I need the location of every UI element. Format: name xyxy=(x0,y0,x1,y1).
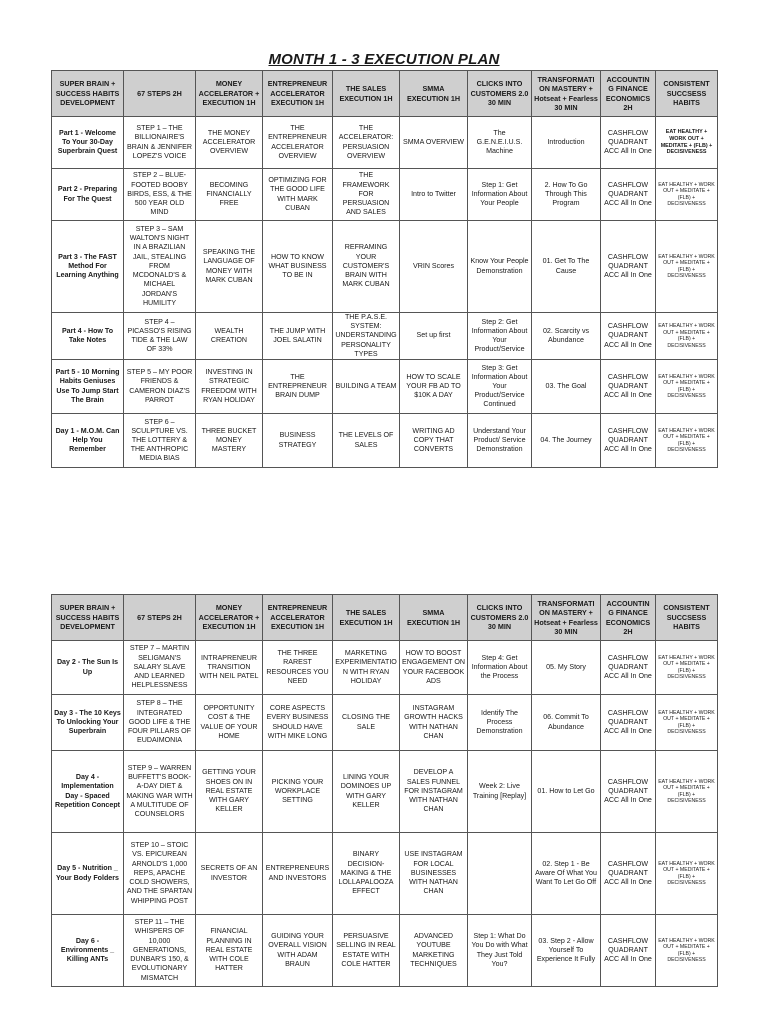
table-row xyxy=(52,221,718,313)
table-cell: 01. How to Let Go xyxy=(532,751,601,833)
header-cell: TRANSFORMATI ON MASTERY + Hotseat + Fearless 30 MIN xyxy=(532,71,601,117)
table-cell: STEP 9 – WARREN BUFFETT'S BOOK-A-DAY DIET & MAKING WAR WITH A MULTITUDE OF COUNSELORS xyxy=(124,751,196,833)
table-cell: FINANCIAL PLANNING IN REAL ESTATE WITH COLE HATTER xyxy=(196,915,263,987)
table-cell: CASHFLOW QUADRANT ACC All In One xyxy=(601,695,656,751)
header-cell: MONEY ACCELERATOR + EXECUTION 1H xyxy=(196,71,263,117)
table-cell: VRIN Scores xyxy=(400,221,468,313)
table-cell: BUILDING A TEAM xyxy=(333,360,400,414)
header-cell: 67 STEPS 2H xyxy=(124,595,196,641)
table-cell: BINARY DECISION-MAKING & THE LOLLAPALOOZA EFFECT xyxy=(333,833,400,915)
table-cell: Understand Your Product/ Service Demonstration xyxy=(468,414,532,468)
table-cell: CASHFLOW QUADRANT ACC All In One xyxy=(601,313,656,360)
habits-cell: EAT HEALTHY + WORK OUT + MEDITATE + (FLB) + DECISIVENESS xyxy=(656,751,718,833)
table-cell: INVESTING IN STRATEGIC FREEDOM WITH RYAN HOLIDAY xyxy=(196,360,263,414)
table-cell: CASHFLOW QUADRANT ACC All In One xyxy=(601,169,656,221)
table-cell: CASHFLOW QUADRANT ACC All In One xyxy=(601,751,656,833)
page-title: MONTH 1 - 3 EXECUTION PLAN xyxy=(268,51,500,68)
table-cell: OPPORTUNITY COST & THE VALUE OF YOUR HOME xyxy=(196,695,263,751)
table-cell: WEALTH CREATION xyxy=(196,313,263,360)
table-cell: THE LEVELS OF SALES xyxy=(333,414,400,468)
header-cell: THE SALES EXECUTION 1H xyxy=(333,71,400,117)
header-cell: CONSISTENT SUCCSESS HABITS xyxy=(656,71,718,117)
table-cell: SMMA OVERVIEW xyxy=(400,117,468,169)
table-cell: CASHFLOW QUADRANT ACC All In One xyxy=(601,641,656,695)
header-cell: MONEY ACCELERATOR + EXECUTION 1H xyxy=(196,595,263,641)
header-row xyxy=(52,71,718,117)
table-row xyxy=(52,169,718,221)
table-cell: BECOMING FINANCIALLY FREE xyxy=(196,169,263,221)
habits-cell: EAT HEALTHY + WORK OUT + MEDITATE + (FLB) + DECISIVENESS xyxy=(656,695,718,751)
habits-cell: EAT HEALTHY + WORK OUT + MEDITATE + (FLB) + DECISIVENESS xyxy=(656,221,718,313)
habits-cell: EAT HEALTHY + WORK OUT + MEDITATE + (FLB) + DECISIVENESS xyxy=(656,169,718,221)
table-cell: DEVELOP A SALES FUNNEL FOR INSTAGRAM WITH NATHAN CHAN xyxy=(400,751,468,833)
table-cell: THE MONEY ACCELERATOR OVERVIEW xyxy=(196,117,263,169)
execution-plan-table-1 xyxy=(51,70,718,468)
table-cell: ENTREPRENEURS AND INVESTORS xyxy=(263,833,333,915)
table-row xyxy=(52,313,718,360)
table-row xyxy=(52,695,718,751)
table-cell: STEP 7 – MARTIN SELIGMAN'S SALARY SLAVE AND LEARNED HELPLESSNESS xyxy=(124,641,196,695)
table-cell: 04. The Journey xyxy=(532,414,601,468)
table-cell: THREE BUCKET MONEY MASTERY xyxy=(196,414,263,468)
table-cell: CASHFLOW QUADRANT ACC All In One xyxy=(601,221,656,313)
table-cell: 03. The Goal xyxy=(532,360,601,414)
header-cell: TRANSFORMATI ON MASTERY + Hotseat + Fearless 30 MIN xyxy=(532,595,601,641)
row-label: Part 5 - 10 Morning Habits Geniuses Use To Jump Start The Brain xyxy=(52,360,124,414)
table-cell: CASHFLOW QUADRANT ACC All In One xyxy=(601,360,656,414)
table-row xyxy=(52,915,718,987)
table-cell: 02. Step 1 - Be Aware Of What You Want To Let Go Off xyxy=(532,833,601,915)
table-cell: Step 3: Get Information About Your Product/Service Continued xyxy=(468,360,532,414)
header-cell: ENTREPRENEUR ACCELERATOR EXECUTION 1H xyxy=(263,595,333,641)
table-cell: 2. How To Go Through This Program xyxy=(532,169,601,221)
table-cell: THE THREE RAREST RESOURCES YOU NEED xyxy=(263,641,333,695)
habits-cell: EAT HEALTHY + WORK OUT + MEDITATE + (FLB) + DECISIVENESS xyxy=(656,915,718,987)
header-cell: CLICKS INTO CUSTOMERS 2.0 30 MIN xyxy=(468,71,532,117)
table-cell: SPEAKING THE LANGUAGE OF MONEY WITH MARK CUBAN xyxy=(196,221,263,313)
table-cell: CASHFLOW QUADRANT ACC All In One xyxy=(601,414,656,468)
table-cell: Step 1: What Do You Do with What They Just Told You? xyxy=(468,915,532,987)
habits-cell: EAT HEALTHY + WORK OUT + MEDITATE + (FLB) + DECISIVENESS xyxy=(656,641,718,695)
table-cell: LINING YOUR DOMINOES UP WITH GARY KELLER xyxy=(333,751,400,833)
table-cell: PICKING YOUR WORKPLACE SETTING xyxy=(263,751,333,833)
table-cell: INSTAGRAM GROWTH HACKS WITH NATHAN CHAN xyxy=(400,695,468,751)
table-cell: Step 4: Get Information About the Process xyxy=(468,641,532,695)
table-cell: Intro to Twitter xyxy=(400,169,468,221)
table-row xyxy=(52,414,718,468)
table-cell: THE ENTREPRENEUR ACCELERATOR OVERVIEW xyxy=(263,117,333,169)
table-cell: Introduction xyxy=(532,117,601,169)
table-row xyxy=(52,751,718,833)
row-label: Part 1 - Welcome To Your 30-Day Superbrain Quest xyxy=(52,117,124,169)
table-cell: THE JUMP WITH JOEL SALATIN xyxy=(263,313,333,360)
table-cell: GETTING YOUR SHOES ON IN REAL ESTATE WITH GARY KELLER xyxy=(196,751,263,833)
header-cell: 67 STEPS 2H xyxy=(124,71,196,117)
table-cell: Step 1: Get Information About Your People xyxy=(468,169,532,221)
table-cell: THE ENTREPRENEUR BRAIN DUMP xyxy=(263,360,333,414)
table-cell: INTRAPRENEUR TRANSITION WITH NEIL PATEL xyxy=(196,641,263,695)
header-cell: SMMA EXECUTION 1H xyxy=(400,595,468,641)
table-cell: Identify The Process Demonstration xyxy=(468,695,532,751)
table-cell: Step 2: Get Information About Your Product/Service xyxy=(468,313,532,360)
row-label: Day 6 - Environments _ Killing ANTs xyxy=(52,915,124,987)
table-cell: Set up first xyxy=(400,313,468,360)
table-cell: Know Your People Demonstration xyxy=(468,221,532,313)
table-cell: WRITING AD COPY THAT CONVERTS xyxy=(400,414,468,468)
table-cell: PERSUASIVE SELLING IN REAL ESTATE WITH COLE HATTER xyxy=(333,915,400,987)
header-cell: CONSISTENT SUCCSESS HABITS xyxy=(656,595,718,641)
habits-cell: EAT HEALTHY + WORK OUT + MEDITATE + (FLB) + DECISIVENESS xyxy=(656,833,718,915)
table-cell: The G.E.N.E.I.U.S. Machine xyxy=(468,117,532,169)
table-cell: OPTIMIZING FOR THE GOOD LIFE WITH MARK CUBAN xyxy=(263,169,333,221)
header-cell: ACCOUNTIN G FINANCE ECONOMICS 2H xyxy=(601,595,656,641)
header-cell: CLICKS INTO CUSTOMERS 2.0 30 MIN xyxy=(468,595,532,641)
table-cell: STEP 1 – THE BILLIONAIRE'S BRAIN & JENNIFER LOPEZ'S VOICE xyxy=(124,117,196,169)
row-label: Part 2 - Preparing For The Quest xyxy=(52,169,124,221)
table-cell: CORE ASPECTS EVERY BUSINESS SHOULD HAVE WITH MIKE LONG xyxy=(263,695,333,751)
table-cell: CASHFLOW QUADRANT ACC All In One xyxy=(601,117,656,169)
header-cell: SUPER BRAIN + SUCCESS HABITS DEVELOPMENT xyxy=(52,595,124,641)
row-label: Day 4 - Implementation Day - Spaced Repetition Concept xyxy=(52,751,124,833)
table-cell: 03. Step 2 - Allow Yourself To Experience It Fully xyxy=(532,915,601,987)
table-cell: 05. My Story xyxy=(532,641,601,695)
table-row xyxy=(52,117,718,169)
header-row xyxy=(52,595,718,641)
table-cell xyxy=(468,833,532,915)
table-cell: ADVANCED YOUTUBE MARKETING TECHNIQUES xyxy=(400,915,468,987)
row-label: Day 3 - The 10 Keys To Unlocking Your Superbrain xyxy=(52,695,124,751)
header-cell: SMMA EXECUTION 1H xyxy=(400,71,468,117)
table-cell: HOW TO SCALE YOUR FB AD TO $10K A DAY xyxy=(400,360,468,414)
table-cell: HOW TO KNOW WHAT BUSINESS TO BE IN xyxy=(263,221,333,313)
table-cell: 06. Commit To Abundance xyxy=(532,695,601,751)
habits-cell: EAT HEALTHY + WORK OUT + MEDITATE + (FLB) + DECISIVENESS xyxy=(656,360,718,414)
table-cell: THE ACCELERATOR: PERSUASION OVERVIEW xyxy=(333,117,400,169)
table-cell: CASHFLOW QUADRANT ACC All In One xyxy=(601,833,656,915)
table-cell: HOW TO BOOST ENGAGEMENT ON YOUR FACEBOOK ADS xyxy=(400,641,468,695)
table-cell: STEP 3 – SAM WALTON'S NIGHT IN A BRAZILIAN JAIL, STEALING FROM MCDONALD'S & MICHAEL JORDAN'S HUMILITY xyxy=(124,221,196,313)
row-label: Part 3 - The FAST Method For Learning Anything xyxy=(52,221,124,313)
habits-cell: EAT HEALTHY + WORK OUT + MEDITATE + (FLB) + DECISIVENESS xyxy=(656,117,718,169)
table-row xyxy=(52,833,718,915)
table-cell: USE INSTAGRAM FOR LOCAL BUSINESSES WITH NATHAN CHAN xyxy=(400,833,468,915)
table-cell: STEP 11 – THE WHISPERS OF 10,000 GENERATIONS, DUNBAR'S 150, & EVOLUTIONARY MISMATCH xyxy=(124,915,196,987)
row-label: Day 1 - M.O.M. Can Help You Remember xyxy=(52,414,124,468)
header-cell: SUPER BRAIN + SUCCESS HABITS DEVELOPMENT xyxy=(52,71,124,117)
header-cell: ENTREPRENEUR ACCELERATOR EXECUTION 1H xyxy=(263,71,333,117)
table-cell: 02. Scarcity vs Abundance xyxy=(532,313,601,360)
table-cell: Week 2: Live Training [Replay] xyxy=(468,751,532,833)
header-cell: THE SALES EXECUTION 1H xyxy=(333,595,400,641)
table-cell: STEP 10 – STOIC VS. EPICUREAN ARNOLD'S 1,000 REPS, APACHE COLD SHOWERS, AND THE SPARTAN WHIPPING POST xyxy=(124,833,196,915)
table-cell: 01. Get To The Cause xyxy=(532,221,601,313)
table-row xyxy=(52,360,718,414)
table-cell: STEP 6 – SCULPTURE VS. THE LOTTERY & THE ANTHROPIC MEDIA BIAS xyxy=(124,414,196,468)
habits-cell: EAT HEALTHY + WORK OUT + MEDITATE + (FLB) + DECISIVENESS xyxy=(656,414,718,468)
table-cell: MARKETING EXPERIMENTATIO N WITH RYAN HOLIDAY xyxy=(333,641,400,695)
row-label: Part 4 - How To Take Notes xyxy=(52,313,124,360)
table-cell: STEP 8 – THE INTEGRATED GOOD LIFE & THE FOUR PILLARS OF EUDAIMONIA xyxy=(124,695,196,751)
table-cell: THE FRAMEWORK FOR PERSUASION AND SALES xyxy=(333,169,400,221)
table-cell: REFRAMING YOUR CUSTOMER'S BRAIN WITH MARK CUBAN xyxy=(333,221,400,313)
table-cell: STEP 4 – PICASSO'S RISING TIDE & THE LAW OF 33% xyxy=(124,313,196,360)
table-cell: THE P.A.S.E. SYSTEM: UNDERSTANDING PERSONALITY TYPES xyxy=(333,313,400,360)
row-label: Day 2 - The Sun Is Up xyxy=(52,641,124,695)
execution-plan-table-2 xyxy=(51,594,718,987)
table-cell: STEP 5 – MY POOR FRIENDS & CAMERON DIAZ'S PARROT xyxy=(124,360,196,414)
header-cell: ACCOUNTIN G FINANCE ECONOMICS 2H xyxy=(601,71,656,117)
table-row xyxy=(52,641,718,695)
table-cell: CASHFLOW QUADRANT ACC All In One xyxy=(601,915,656,987)
table-cell: GUIDING YOUR OVERALL VISION WITH ADAM BRAUN xyxy=(263,915,333,987)
table-cell: STEP 2 – BLUE-FOOTED BOOBY BIRDS, ESS, & THE 500 YEAR OLD MIND xyxy=(124,169,196,221)
table-cell: SECRETS OF AN INVESTOR xyxy=(196,833,263,915)
row-label: Day 5 - Nutrition _ Your Body Folders xyxy=(52,833,124,915)
table-cell: CLOSING THE SALE xyxy=(333,695,400,751)
habits-cell: EAT HEALTHY + WORK OUT + MEDITATE + (FLB) + DECISIVENESS xyxy=(656,313,718,360)
table-cell: BUSINESS STRATEGY xyxy=(263,414,333,468)
